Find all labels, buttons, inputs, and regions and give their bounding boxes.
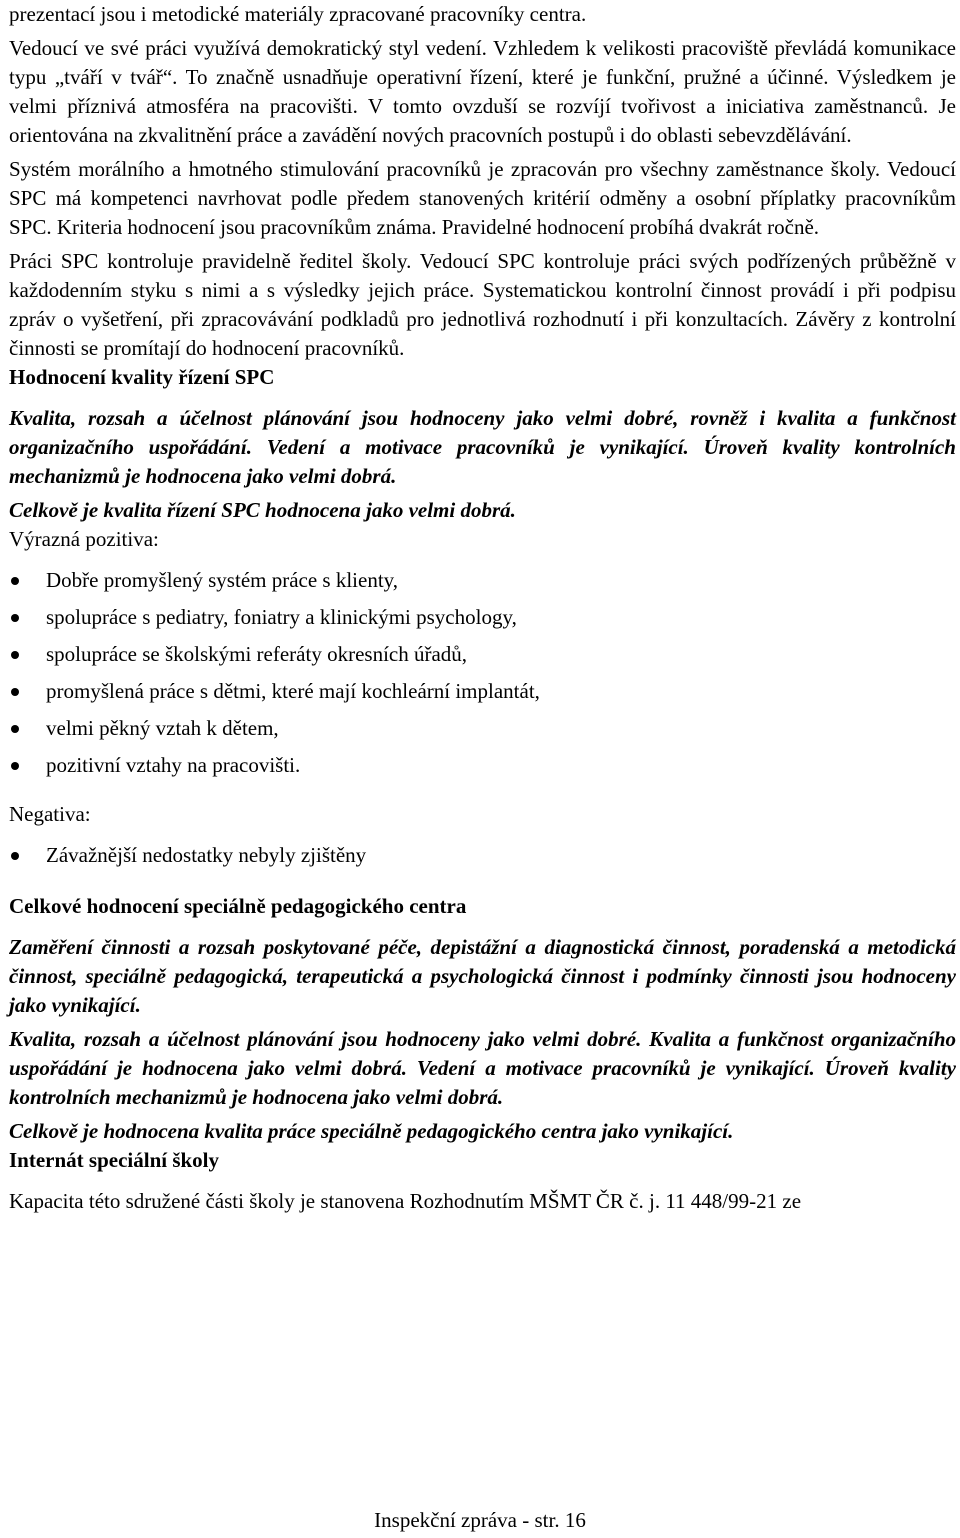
list-item: pozitivní vztahy na pracovišti. [9, 751, 956, 788]
positives-list [9, 566, 956, 788]
negatives-list [9, 841, 956, 878]
overall-quality: Kvalita, rozsah a účelnost plánování jsou hodnoceny jako velmi dobré. Kvalita a funkčnost organizačního uspořádání je hodnocena jako velmi dobrá. Vedení a motivace pracovníků je vynikající. Úroveň kvality kontrolních mechanizmů je hodnocena jako velmi dobrá. [9, 1027, 956, 1109]
negatives-heading: Negativa: [9, 802, 91, 826]
overall-summary: Celkově je hodnocena kvalita práce speciálně pedagogického centra jako vynikající. [9, 1119, 734, 1143]
leadership-paragraph: Vedoucí ve své práci využívá demokratický styl vedení. Vzhledem k velikosti pracoviště převládá komunikace typu „tváří v tvář“. To značně usnadňuje operativní řízení, které je funkční, pružné a účinné. Výsledkem je velmi příznivá atmosféra na pracovišti. V tomto ovzduší se rozvíjí tvořivost a iniciativa zaměstnanců. Je orientována na zkvalitnění práce a zavádění nových pracovních postupů i do oblasti sebevzdělávání. [9, 36, 956, 147]
overall-focus: Zaměření činnosti a rozsah poskytované péče, depistážní a diagnostická činnost, poradenská a metodická činnost, speciálně pedagogická, terapeutická a psychologická činnost i podmínky činnosti jsou hodnoceny jako vynikající. [9, 935, 956, 1017]
intro-paragraph-tail: prezentací jsou i metodické materiály zpracované pracovníky centra. [9, 2, 587, 26]
list-item: spolupráce se školskými referáty okresních úřadů, [9, 640, 956, 677]
bullet-icon [11, 577, 19, 585]
page-footer: Inspekční zpráva - str. 16 [374, 1508, 586, 1532]
positives-heading: Výrazná pozitiva: [9, 527, 159, 551]
bullet-icon [11, 762, 19, 770]
management-overall: Celkově je kvalita řízení SPC hodnocena jako velmi dobrá. [9, 498, 516, 522]
bullet-icon [11, 614, 19, 622]
overall-heading: Celkové hodnocení speciálně pedagogického centra [9, 894, 467, 918]
bullet-icon [11, 725, 19, 733]
list-item: velmi pěkný vztah k dětem, [9, 714, 956, 751]
list-item: spolupráce s pediatry, foniatry a klinickými psychology, [9, 603, 956, 640]
boarding-heading: Internát speciální školy [9, 1148, 220, 1172]
bullet-icon [11, 852, 19, 860]
boarding-text: Kapacita této sdružené části školy je stanovena Rozhodnutím MŠMT ČR č. j. 11 448/99-21 ze [9, 1189, 802, 1213]
bullet-icon [11, 651, 19, 659]
list-item: promyšlená práce s dětmi, které mají kochleární implantát, [9, 677, 956, 714]
management-evaluation: Kvalita, rozsah a účelnost plánování jsou hodnoceny jako velmi dobré, rovněž i kvalita a funkčnost organizačního uspořádání. Vedení a motivace pracovníků je vynikající. Úroveň kvality kontrolních mechanizmů je hodnocena jako velmi dobrá. [9, 406, 956, 488]
document-page [9, 0, 956, 1216]
list-item: Závažnější nedostatky nebyly zjištěny [9, 841, 956, 878]
bullet-icon [11, 688, 19, 696]
management-heading: Hodnocení kvality řízení SPC [9, 365, 275, 389]
list-item: Dobře promyšlený systém práce s klienty, [9, 566, 956, 603]
control-paragraph: Práci SPC kontroluje pravidelně ředitel školy. Vedoucí SPC kontroluje práci svých podřízených průběžně v každodenním styku s nimi a s výsledky jejich práce. Systematickou kontrolní činnost provádí i při podpisu zpráv o vyšetření, při zpracovávání podkladů pro jednotlivá rozhodnutí i při konzultacích. Závěry z kontrolní činnosti se promítají do hodnocení pracovníků. [9, 249, 956, 360]
motivation-paragraph: Systém morálního a hmotného stimulování pracovníků je zpracován pro všechny zaměstnance školy. Vedoucí SPC má kompetenci navrhovat podle předem stanovených kritérií odměny a osobní příplatky pracovníkům SPC. Kriteria hodnocení jsou pracovníkům známa. Pravidelné hodnocení probíhá dvakrát ročně. [9, 157, 956, 239]
